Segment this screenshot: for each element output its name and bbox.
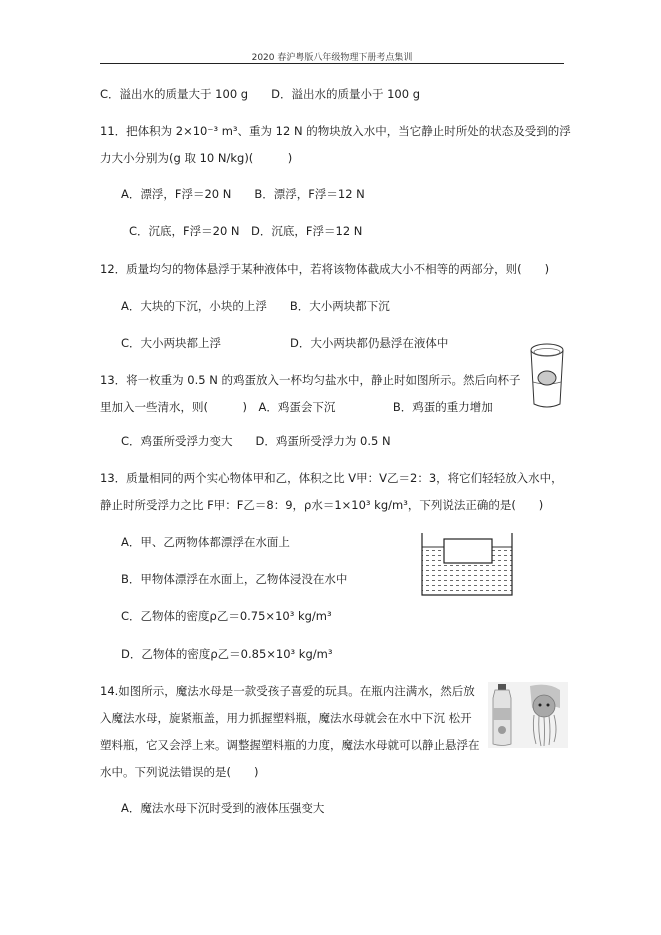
q13a-stem-line2: 里加入一些清水，则( ) A．鸡蛋会下沉 B．鸡蛋的重力增加 [100,400,493,414]
q13b-option-c: C．乙物体的密度ρ乙＝0.75×10³ kg/m³ [121,609,332,623]
q13b-stem-line1: 13．质量相同的两个实心物体甲和乙，体积之比 V甲：V乙＝2：3，将它们轻轻放入水中， [100,471,563,485]
q14-stem-line2: 入魔法水母，旋紧瓶盖，用力抓握塑料瓶，魔法水母就会在水中下沉 松开 [100,711,472,725]
q14-stem-line3: 塑料瓶，它又会浮上来。调整握塑料瓶的力度，魔法水母就可以静止悬浮在 [100,738,480,752]
q14-stem-line4: 水中。下列说法错误的是( ) [100,765,259,779]
header-divider [100,63,564,64]
q13b-stem-line2: 静止时所受浮力之比 F甲：F乙＝8：9，ρ水＝1×10³ kg/m³，下列说法正确的是( ) [100,498,544,512]
q13a-stem-line1: 13．将一枚重为 0.5 N 的鸡蛋放入一杯均匀盐水中，静止时如图所示。然后向杯子 [100,373,521,387]
jellyfish-toy-photos [488,682,568,748]
q14-option-a: A．魔法水母下沉时受到的液体压强变大 [121,801,325,815]
q12-stem: 12．质量均匀的物体悬浮于某种液体中，若将该物体截成大小不相等的两部分，则( ) [100,262,550,276]
q12-options-cd: C．大小两块都上浮 D．大小两块都仍悬浮在液体中 [121,336,449,350]
page-header-title: 2020 春沪粤版八年级物理下册考点集训 [251,53,413,63]
q13b-option-b: B．甲物体漂浮在水面上，乙物体浸没在水中 [121,572,348,586]
q11-stem-line1: 11．把体积为 2×10⁻³ m³、重为 12 N 的物块放入水中，当它静止时所处的状态及受到的浮 [100,124,571,138]
q10-options-cd: C．溢出水的质量大于 100 g D．溢出水的质量小于 100 g [100,87,421,101]
q11-options-cd: C．沉底，F浮＝20 N D．沉底，F浮＝12 N [129,224,363,238]
q13b-option-d: D．乙物体的密度ρ乙＝0.85×10³ kg/m³ [121,647,333,661]
q11-options-ab: A．漂浮，F浮＝20 N B．漂浮，F浮＝12 N [121,187,365,201]
q12-options-ab: A．大块的下沉，小块的上浮 B．大小两块都下沉 [121,299,390,313]
egg-in-cup-figure [528,340,566,410]
q13a-options-cd: C．鸡蛋所受浮力变大 D．鸡蛋所受浮力为 0.5 N [121,434,391,448]
q14-stem-line1: 14.如图所示，魔法水母是一款受孩子喜爱的玩具。在瓶内注满水，然后放 [100,684,475,698]
q11-stem-line2: 力大小分别为(g 取 10 N/kg)( ) [100,151,293,165]
q13b-option-a: A．甲、乙两物体都漂浮在水面上 [121,535,290,549]
block-in-tank-figure [420,533,514,597]
